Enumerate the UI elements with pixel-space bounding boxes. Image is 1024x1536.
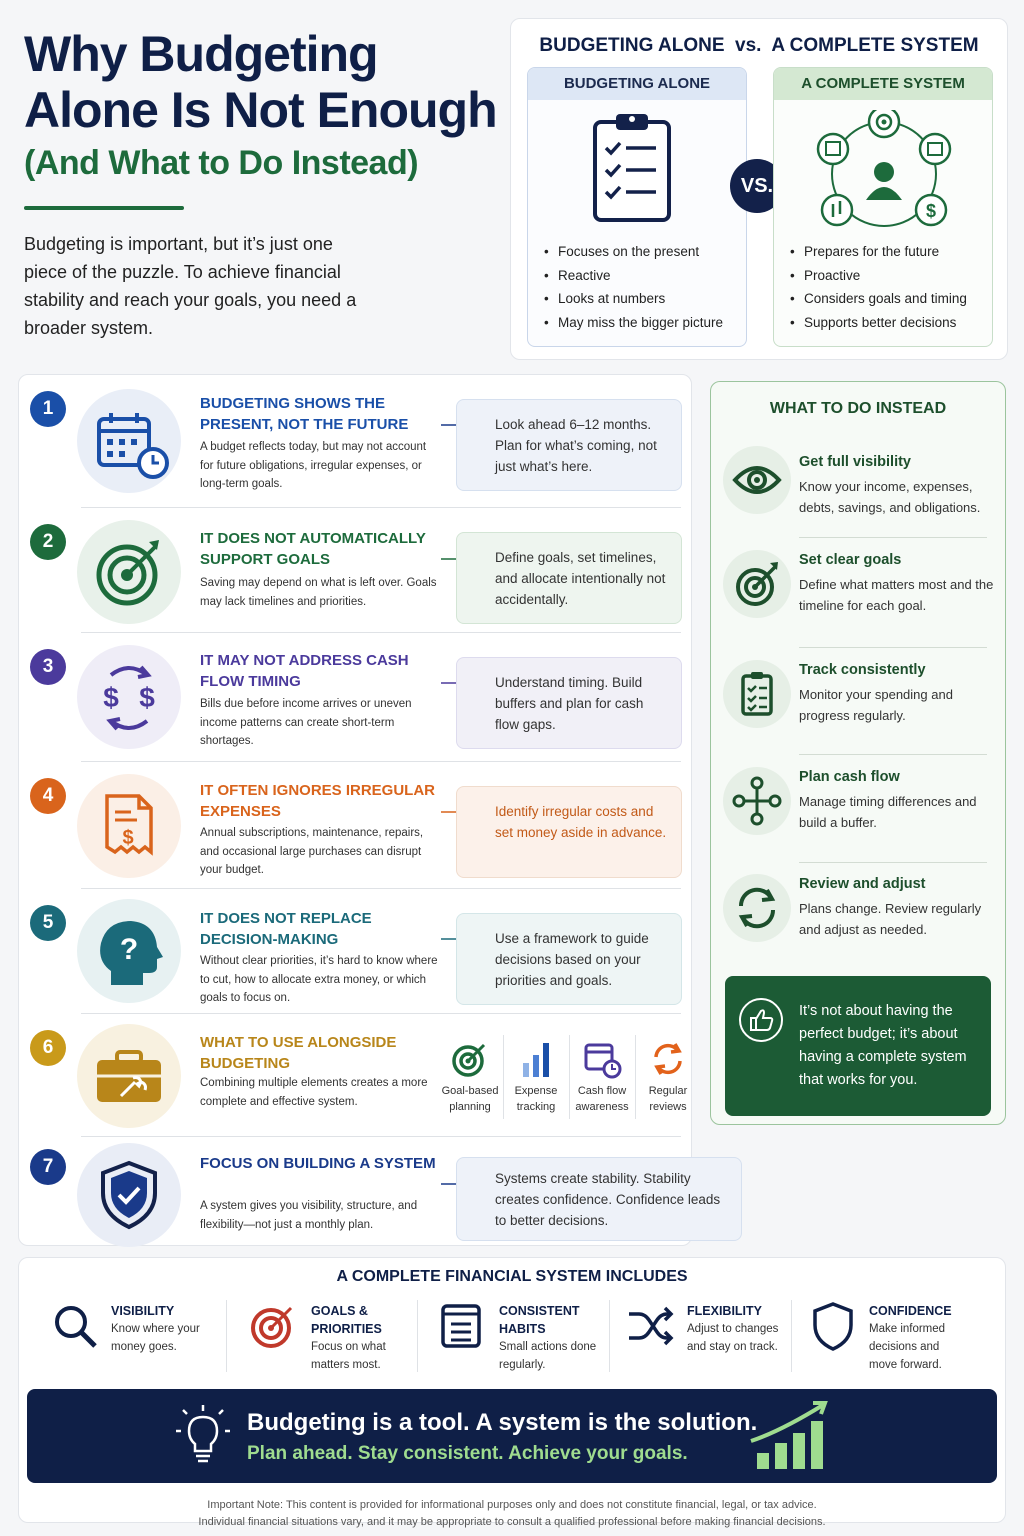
tool-label: Regular reviews <box>648 1085 688 1113</box>
reason-description: Combining multiple elements creates a more complete and effective system. <box>200 1077 428 1108</box>
step-description: Define what matters most and the timeline for each goal. <box>799 577 994 613</box>
comparison-title: BUDGETING ALONE vs. A COMPLETE SYSTEM <box>539 35 979 56</box>
reason-action-box: Understand timing. Build buffers and plan for cash flow gaps. <box>456 657 682 749</box>
lightbulb-icon <box>175 1403 231 1469</box>
svg-text:$: $ <box>122 827 134 849</box>
calendar-clock-icon <box>77 389 181 493</box>
reason-5 <box>19 889 691 1013</box>
disclaimer-line: Important Note: This content is provided for informational purposes only and does not constitute financial, legal, or tax advice. <box>207 1499 817 1511</box>
head-question-icon <box>77 899 181 1003</box>
include-title: CONFIDENCE <box>869 1304 952 1318</box>
step-review <box>711 874 1005 974</box>
tool-goal-based-planning <box>437 1035 503 1135</box>
svg-text:$: $ <box>139 682 155 713</box>
shield-check-icon <box>77 1143 181 1247</box>
complete-system-heading: A COMPLETE SYSTEM <box>774 68 992 100</box>
svg-text:$: $ <box>925 201 937 221</box>
svg-text:$: $ <box>103 682 119 713</box>
budgeting-alone-list <box>544 240 723 334</box>
reason-description: A budget reflects today, but may not account for future obligations, irregular expenses, or long-term goals. <box>200 441 427 490</box>
include-goals <box>247 1298 427 1378</box>
list-item: • Supports better decisions <box>790 311 967 335</box>
step-title: Set clear goals <box>799 552 902 568</box>
tool-label: Goal-based planning <box>441 1085 499 1113</box>
thumbs-up-icon <box>739 998 783 1042</box>
include-description: Focus on what matters most. <box>311 1341 386 1371</box>
closing-banner <box>27 1389 997 1483</box>
include-confidence <box>809 1298 989 1378</box>
step-title: Get full visibility <box>799 454 911 470</box>
tool-expense-tracking <box>503 1035 569 1135</box>
page-subtitle: (And What to Do Instead) <box>24 144 419 182</box>
divider <box>226 1300 227 1372</box>
include-description: Small actions done regularly. <box>499 1341 597 1371</box>
include-description: Adjust to changes and stay on track. <box>687 1323 779 1353</box>
reason-title: BUDGETING SHOWS THE PRESENT, NOT THE FUTURE <box>200 395 409 433</box>
step-number: 2 <box>30 524 66 560</box>
tool-regular-reviews <box>635 1035 701 1135</box>
step-description: Know your income, expenses, debts, savings, and obligations. <box>799 479 981 515</box>
shuffle-icon <box>625 1300 677 1352</box>
include-description: Make informed decisions and move forward. <box>869 1323 946 1371</box>
include-description: Know where your money goes. <box>111 1323 200 1353</box>
step-title: Review and adjust <box>799 876 926 892</box>
system-cycle-icon <box>774 110 992 230</box>
include-title: GOALS & PRIORITIES <box>311 1304 382 1336</box>
tools-list <box>429 1035 691 1135</box>
step-description: Manage timing differences and build a buffer. <box>799 794 977 830</box>
refresh-icon <box>648 1039 688 1079</box>
svg-text:?: ? <box>119 933 139 966</box>
magnifier-icon <box>49 1300 101 1352</box>
reason-title: FOCUS ON BUILDING A SYSTEM <box>200 1155 436 1172</box>
bar-chart-icon <box>516 1039 556 1079</box>
calendar-clock-icon <box>582 1039 622 1079</box>
step-number: 5 <box>30 905 66 941</box>
toolbox-icon <box>77 1024 181 1128</box>
list-item: • Looks at numbers <box>544 287 723 311</box>
step-number: 6 <box>30 1030 66 1066</box>
clipboard-checklist-icon <box>528 110 746 230</box>
budgeting-alone-heading: BUDGETING ALONE <box>528 68 746 100</box>
include-habits <box>439 1298 619 1378</box>
divider <box>799 754 987 755</box>
banner-headline: Budgeting is a tool. A system is the solution. <box>247 1409 758 1436</box>
include-title: FLEXIBILITY <box>687 1304 762 1318</box>
reason-4 <box>19 762 691 888</box>
step-number: 4 <box>30 778 66 814</box>
includes-title: A COMPLETE FINANCIAL SYSTEM INCLUDES <box>336 1268 688 1285</box>
complete-system-list <box>790 240 967 334</box>
list-item: • May miss the bigger picture <box>544 311 723 335</box>
list-item: • Focuses on the present <box>544 240 723 264</box>
divider <box>799 862 987 863</box>
list-item: • Proactive <box>790 264 967 288</box>
divider <box>609 1300 610 1372</box>
target-icon <box>77 520 181 624</box>
reason-action-box: Look ahead 6–12 months. Plan for what’s coming, not just what’s here. <box>456 399 682 491</box>
include-title: VISIBILITY <box>111 1304 175 1318</box>
reason-title: IT DOES NOT AUTOMATICALLY SUPPORT GOALS <box>200 530 426 568</box>
reason-title: IT OFTEN IGNORES IRREGULAR EXPENSES <box>200 782 436 820</box>
target-icon <box>450 1039 490 1079</box>
divider <box>417 1300 418 1372</box>
reason-description: Bills due before income arrives or uneven income patterns can create short-term shortages. <box>200 698 412 747</box>
include-title: CONSISTENT HABITS <box>499 1304 580 1336</box>
step-number: 1 <box>30 391 66 427</box>
reason-description: A system gives you visibility, structure, and flexibility—not just a monthly plan. <box>200 1200 418 1231</box>
reason-action-box: Define goals, set timelines, and allocate intentionally not accidentally. <box>456 532 682 624</box>
cash-cycle-icon <box>77 645 181 749</box>
what-to-do-instead-panel <box>710 381 1006 1125</box>
reason-3 <box>19 633 691 761</box>
step-title: Track consistently <box>799 662 926 678</box>
reasons-panel <box>18 374 721 1246</box>
divider <box>791 1300 792 1372</box>
divider <box>799 647 987 648</box>
eye-icon <box>723 446 791 514</box>
include-visibility <box>49 1298 229 1378</box>
divider <box>799 537 987 538</box>
title-underline <box>24 206 184 210</box>
reason-description: Saving may depend on what is left over. Goals may lack timelines and priorities. <box>200 577 437 608</box>
complete-system-column <box>773 67 993 347</box>
reason-7 <box>19 1137 721 1245</box>
tool-label: Expense tracking <box>514 1085 558 1113</box>
list-item: • Considers goals and timing <box>790 287 967 311</box>
step-cash-flow <box>711 767 1005 877</box>
step-number: 3 <box>30 649 66 685</box>
step-goals <box>711 550 1005 660</box>
checklist-icon <box>439 1300 491 1352</box>
target-icon <box>247 1300 299 1352</box>
instead-title: WHAT TO DO INSTEAD <box>769 400 947 417</box>
reason-title: IT DOES NOT REPLACE DECISION-MAKING <box>200 910 372 948</box>
step-description: Monitor your spending and progress regularly. <box>799 687 953 723</box>
list-item: • Prepares for the future <box>790 240 967 264</box>
vs-badge: VS. <box>730 159 784 213</box>
list-item: • Reactive <box>544 264 723 288</box>
target-icon <box>723 550 791 618</box>
reason-1 <box>19 375 691 507</box>
reason-title: IT MAY NOT ADDRESS CASH FLOW TIMING <box>200 652 409 690</box>
reason-action-box: Systems create stability. Stability creates confidence. Confidence leads to better decisions. <box>456 1157 742 1241</box>
page-title: Why Budgeting Alone Is Not Enough <box>24 26 497 138</box>
refresh-icon <box>723 874 791 942</box>
disclaimer-line: Individual financial situations vary, and it may be appropriate to consult a qualified professional before making financial decisions. <box>198 1516 826 1528</box>
flow-icon <box>723 767 791 835</box>
tool-cash-flow-awareness <box>569 1035 635 1135</box>
reason-description: Without clear priorities, it’s hard to know where to cut, how to allocate extra money, or which goals to focus on. <box>200 955 438 1004</box>
comparison-panel <box>510 18 1008 360</box>
tool-label: Cash flow awareness <box>575 1085 629 1113</box>
reason-title: WHAT TO USE ALONGSIDE BUDGETING <box>200 1034 397 1072</box>
step-description: Plans change. Review regularly and adjust as needed. <box>799 901 982 937</box>
quote-text: It’s not about having the perfect budget; it’s about having a complete system that works for you. <box>799 1003 967 1088</box>
shield-icon <box>809 1300 861 1352</box>
step-title: Plan cash flow <box>799 769 900 785</box>
reason-action-box: Use a framework to guide decisions based on your priorities and goals. <box>456 913 682 1005</box>
banner-tagline: Plan ahead. Stay consistent. Achieve your goals. <box>247 1443 688 1464</box>
disclaimer <box>0 1497 1024 1531</box>
quote-box <box>725 976 991 1116</box>
clipboard-icon <box>723 660 791 728</box>
reason-description: Annual subscriptions, maintenance, repairs, and occasional large purchases can disrupt your budget. <box>200 827 424 876</box>
step-number: 7 <box>30 1149 66 1185</box>
reason-action-box: Identify irregular costs and set money aside in advance. <box>456 786 682 878</box>
budgeting-alone-column <box>527 67 747 347</box>
reason-2 <box>19 508 691 632</box>
growth-chart-icon <box>747 1401 837 1471</box>
intro-paragraph: Budgeting is important, but it’s just one piece of the puzzle. To achieve financial stability and reach your goals, you need a broader system. <box>24 234 357 338</box>
include-flexibility <box>625 1298 805 1378</box>
receipt-icon <box>77 774 181 878</box>
